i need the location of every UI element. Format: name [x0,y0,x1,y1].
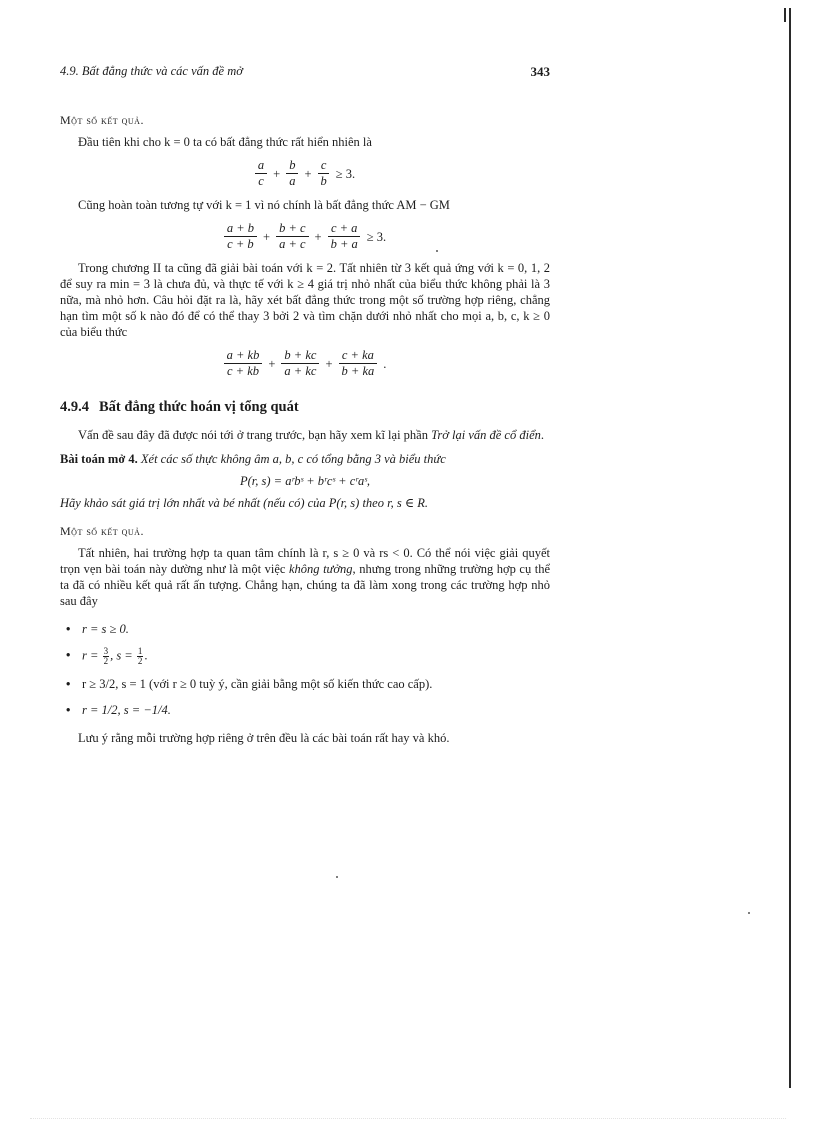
fraction: $\frac{c + ka}{b + ka}$ [339,348,378,379]
fraction: $\frac{c + a}{b + a}$ [328,221,361,252]
paragraph: Lưu ý rằng mỗi trường hợp riêng ở trên đều là các bài toán rất hay và khó. [78,731,450,745]
bottom-scan-artifact [30,1118,786,1119]
list-item: • r = $\frac{3}{2}$ , s = $\frac{1}{2}$ . [66,646,148,666]
paragraph: Tất nhiên, hai trường hợp ta quan tâm chính là r, s ≥ 0 và rs < 0. Có thể nói việc giải quyết trọn vẹn bài toán này dường như là một việc không tưởng, nhưng trong những trường hợp cụ thể ta đã có nhiều kết quả rất ấn tượng. Chẳng hạn, chúng ta đã làm xong trong các trường hợp nhỏ sau đây [60,546,550,608]
running-header [60,64,550,84]
equation-1: $\frac{a}{c}$ + $\frac{b}{a}$ + $\frac{c}{b}$ ≥ 3. [60,158,550,189]
section-heading [60,399,550,415]
fraction: $\frac{a}{c}$ [255,158,267,189]
open-problem: Bài toán mở 4. Xét các số thực không âm a, b, c có tổng bằng 3 và biểu thức [60,452,446,466]
cross-reference: Trở lại vấn đề cổ điển [431,428,541,442]
case-list [60,621,550,718]
problem-label: Bài toán mở 4. [60,452,138,466]
fraction: $\frac{c}{b}$ [318,158,330,189]
paragraph: Vấn đề sau đây đã được nói tới ở trang trước, bạn hãy xem kĩ lại phần Trở lại vấn đề cổ điển. [78,428,545,442]
scan-speck [748,912,750,914]
fraction: $\frac{b}{a}$ [286,158,298,189]
fraction: $\frac{a + b}{c + b}$ [224,221,257,252]
paragraph: Đầu tiên khi cho k = 0 ta có bất đẳng thức rất hiển nhiên là [78,135,372,149]
page-edge-line [789,8,791,1088]
scan-speck [336,876,338,878]
results-heading: Một số kết quả. [60,113,144,127]
page-body [60,112,550,746]
page-number: 343 [530,64,550,79]
fraction: $\frac{b + c}{a + c}$ [276,221,308,252]
list-item: • r ≥ 3/2, s = 1 (với r ≥ 0 tuỳ ý, cần giải bằng một số kiến thức cao cấp). [66,677,433,691]
equation-2: $\frac{a + b}{c + b}$ + $\frac{b + c}{a + c}$ + $\frac{c + a}{b + a}$ ≥ 3. [60,221,550,252]
paragraph: Trong chương II ta cũng đã giải bài toán với k = 2. Tất nhiên từ 3 kết quả ứng với k = 0, 1, 2 để suy ra min = 3 là chưa đủ, và thực tế với k ≥ 4 giá trị nhỏ nhất của biểu thức không phải là 3 nữa, mà nhỏ hơn. Câu hỏi đặt ra là, hãy xét bất đẳng thức trong một số trường hợp riêng, chẳng hạn tìm một số k nào đó để có thể thay 3 bởi 2 và tìm chặn dưới nhỏ nhất cho mọi a, b, c, k ≥ 0 của biểu thức [60,261,550,339]
fraction: $\frac{b + kc}{a + kc}$ [281,348,319,379]
section-title: Bất đẳng thức hoán vị tổng quát [99,399,299,415]
list-item: • r = 1/2, s = −1/4. [66,703,171,717]
page-edge-tick [784,8,786,22]
running-title: 4.9. Bất đẳng thức và các vấn đề mở [60,64,243,78]
results-heading: Một số kết quả. [60,524,144,538]
problem-statement: Hãy khảo sát giá trị lớn nhất và bé nhất (nếu có) của P(r, s) theo r, s ∈ R. [60,496,428,510]
formula-P: P(r, s) = aʳbˢ + bʳcˢ + cʳaˢ, [239,474,371,488]
list-item: • r = s ≥ 0. [66,622,129,636]
equation-3: $\frac{a + kb}{c + kb}$ + $\frac{b + kc}{a + kc}$ + $\frac{c + ka}{b + ka}$ . [60,348,550,379]
fraction: $\frac{a + kb}{c + kb}$ [224,348,263,379]
section-number: 4.9.4 [60,399,89,415]
paragraph: Cũng hoàn toàn tương tự với k = 1 vì nó chính là bất đẳng thức AM − GM [78,198,450,212]
